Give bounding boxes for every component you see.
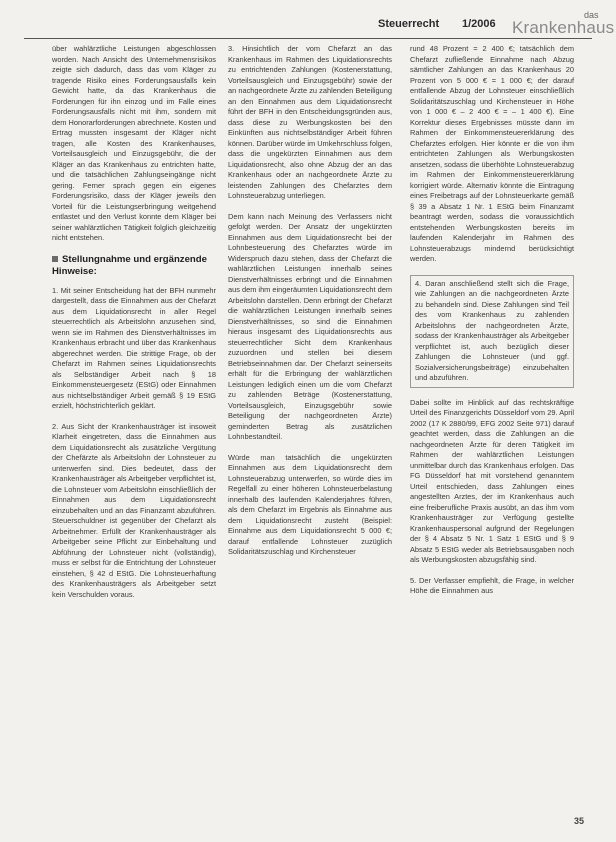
section-heading [52,254,216,278]
paragraph: 3. Hinsichtlich der vom Chefarzt an das Krankenhaus im Rahmen des Liquidationsrechts zu entrichtenden Zahlungen (Kostenerstattung, Vorteilsausgleich und Einzugsgebühr) sowie der an nachgeordnete Ärzte zu zahlenden Beteiligung an den Einnahmen aus dem Liquidationsrecht führt der BFH in den Entscheidungsgründen aus, dass diese zu Werbungskosten bei den Einkünften aus nichtselbständiger Arbeit führen können. Darüber würde im Umkehrschluss folgen, dass die ungekürzten Einnahmen aus dem Liquidationsrecht, also ohne Abzug der an das Krankenhaus oder an nachgeordnete Ärzte zu leistenden Zahlungen des Chefarztes dem Lohnsteuerabzug unterliegen. [228,44,392,200]
paragraph: Dem kann nach Meinung des Verfassers nicht gefolgt werden. Der Ansatz der ungekürzten Einnahmen aus dem Liquidationsrecht bei der Lohnbesteuerung des Chefarztes würde im Widerspruch dazu stehen, dass der Chefarzt die wahlärztlichen Leistungen innerhalb seines Dienstverhältnisses erbringt und die Einnahmen aus dem ihm eingeräumten Liquidationsrecht dem Arbeitslohn darstellen. Denn erbringt der Chefarzt die wahlärztlichen Leistungen innerhalb seines Dienstverhältnisses, so sind die Einnahmen hieraus insgesamt des Liquidationsrechts aus steuerrechtlicher Sicht dem Krankenhaus zuzuordnen und stellen bei diesem Betriebseinnahmen dar. Der Chefarzt seinerseits erhält für die Erbringung der wahlärztlichen Leistungen lediglich einen um die vom Chefarzt zu zahlenden Beträge (Kostenerstattung, Vorteilsausgleich, Einzugsgebühr sowie Beteiligung der nachgeordneten Ärzte) geminderten Betrag als zusätzlichen Lohnbestandteil. [228,211,392,441]
column-right [410,44,574,824]
paragraph: 1. Mit seiner Entscheidung hat der BFH nunmehr dargestellt, dass die Einnahmen aus der Chefarzt aus dem Liquidationsrecht in aller Regel steuerrechtlich als Arbeitslohn anzusehen sind, wenn sie im Rahmen des Dienstverhältnisses im Krankenhaus erbracht und über das Krankenhaus abgerechnet werden. Die strittige Frage, ob der Chefarzt im Rahmen seines Liquidationsrechts als Selbständiger Arbeit nach § 18 Einkommensteuergesetz (EStG) oder Einnahmen aus nichtselbständiger Arbeit gemäß § 19 EStG erzielt, höchstrichterlich geklärt. [52,285,216,410]
highlight-box [410,275,574,388]
paragraph: Dabei sollte im Hinblick auf das rechtskräftige Urteil des Finanzgerichts Düsseldorf vom 29. April 2002 (17 K 2880/99, EFG 2002 Seite 971) darauf geachtet werden, dass die Zahlungen an die nachgeordneten Ärzte für deren Tätigkeit im Rahmen der wahlärztlichen Leistungen unmittelbar durch das Krankenhaus erfolgen. Das FG Düsseldorf hat mit vorstehend genanntem Urteil entschieden, dass Zahlungen eines angestellten Arztes, der im Krankenhaus auch eine freiberufliche Praxis ausübt, an das ihm vom Krankenhausträger zur Verfügung gestellte Krankenhauspersonal aufgrund der Regelungen der § 4 Absatz 5 Nr. 1 Satz 1 EStG und § 9 Absatz 5 EStG weder als Betriebsausgaben noch als Werbungskosten abzugsfähig sind. [410,397,574,564]
paragraph: rund 48 Prozent = 2 400 €; tatsächlich dem Chefarzt zufließende Einnahme nach Abzug sämtlicher Zahlungen an das Krankenhaus 20 Prozent von 5 000 € = 1 000 €; der darauf entfallende Abzug der Lohnsteuer einschließlich Solidaritätszuschlag und Kirchensteuer in Höhe von 1 000 € – 2 400 € = – 1 400 €). Eine Korrektur dieses Ergebnisses müsste dann im Rahmen der Einkommensteuererklärung des Chefarztes erfolgen. Hier könnte er die von ihm entrichteten Zahlungen als Werbungskosten ansetzen, sodass die überhöhte Lohnsteuerabzug im Rahmen der Einkommensteuererklärung korrigiert würde. Alternativ könnte die Eintragung eines Freibetrags auf der Lohnsteuerkarte gemäß § 39 a Absatz 1 Nr. 1 EStG beim Finanzamt beantragt werden, sodass die voraussichtlich entstehenden Werbungskosten bereits im laufenden Kalenderjahr im Rahmen des Lohnsteuerabzugs mindernd berücksichtigt werden. [410,44,574,263]
section-heading-text: Stellungnahme und ergänzende Hinweise: [52,253,207,277]
journal-logo [512,12,616,38]
page-header [24,10,615,39]
column-middle [228,44,392,824]
paragraph: 5. Der Verfasser empfiehlt, die Frage, in welcher Höhe die Einnahmen aus [410,575,574,595]
square-bullet-icon [52,256,58,262]
logo-small-text: das [584,10,599,20]
paragraph: 4. Daran anschließend stellt sich die Frage, wie Zahlungen an die nachgeordneten Ärzte zu behandeln sind. Diese Zahlungen sind Teil des vom Krankenhaus zu zahlenden Arbeitslohns der nachgeordneten Ärzte, sodass der Krankenhausträger als Arbeitgeber verpflichtet ist, auch bezüglich dieser Zahlungen die Lohnsteuer (und ggf. Sozialversicherungsbeiträge) einzubehalten und abzuführen. [415,278,569,382]
logo-main-text: Krankenhaus [512,18,615,37]
paragraph: Würde man tatsächlich die ungekürzten Einnahmen aus dem Liquidationsrecht dem Lohnsteuerabzug unterwerfen, so würde dies im Regelfall zu einer höheren Lohnsteuerbelastung innerhalb des laufenden Kalenderjahres führen, als dem Chefarzt im Ergebnis als Einnahme aus dem Liquidationsrecht zusteht (Beispiel: Einnahme aus dem Liquidationsrecht 5 000 €; darauf entfallende Lohnsteuer zuzüglich Solidaritätszuschlag und Kirchensteuer [228,452,392,556]
issue-number: 1/2006 [462,18,496,30]
section-title: Steuerrecht [378,18,440,30]
paragraph: 2. Aus Sicht der Krankenhausträger ist insoweit Klarheit eingetreten, dass die Einnahmen aus dem Liquidationsrecht als zusätzliche Vergütung der Chefärzte als Arbeitslohn der Lohnsteuer zu unterwerfen sind. Dies bedeutet, dass der Krankenhausträger als Arbeitgeber verpflichtet ist, die Lohnsteuer vom Arbeitslohn einschließlich der Einnahmen aus dem Liquidationsrecht einzubehalten und an das Finanzamt abzuführen. Steuerschuldner ist gegenüber der Chefarzt als Arbeitnehmer. Erfüllt der Krankenhausträger als Arbeitgeber seine Pflicht zur Einbehaltung und Abführung der Lohnsteuer nicht (vollständig), muss er selbst für die Entrichtung der Lohnsteuer einstehen, § 42 d EStG. Die Lohnsteuerhaftung des Krankenhausträgers als Arbeitgeber setzt kein Verschulden voraus. [52,421,216,599]
page-number: 35 [573,816,584,826]
column-left [52,44,216,824]
paragraph: über wahlärztliche Leistungen abgeschlossen worden. Nach Ansicht des Unternehmensrisikos zeigte sich dadurch, dass das vom Kläger zu tragende Risiko eines Forderungsausfalls kein Gewicht hatte, da das Krankenhaus die Forderungen für ihn einzog und im Falle eines Forderungsausfalls nicht mit ihm, sondern mit dem Honorarforderungen abrechnete. Kosten und Ertrag mussten insgesamt der Kläger nicht tragen, alle Kosten des Krankenhauses, Vorteilsausgleich und Einzugsgebühr, die der Kläger an das Krankenhaus zu entrichten hatte, und die tatsächlichen Zahlungseingänge nicht gering. Ferner sprach gegen ein eigenes Forderungsrisiko, dass der Kläger jeweils den Vorteil für die Leistungserbringung weitgehend entlastet und den Verlust konnte dem Kläger bei seiner wahlärztlichen Tätigkeit folglich gleichzeitig nicht entstehen. [52,44,216,242]
